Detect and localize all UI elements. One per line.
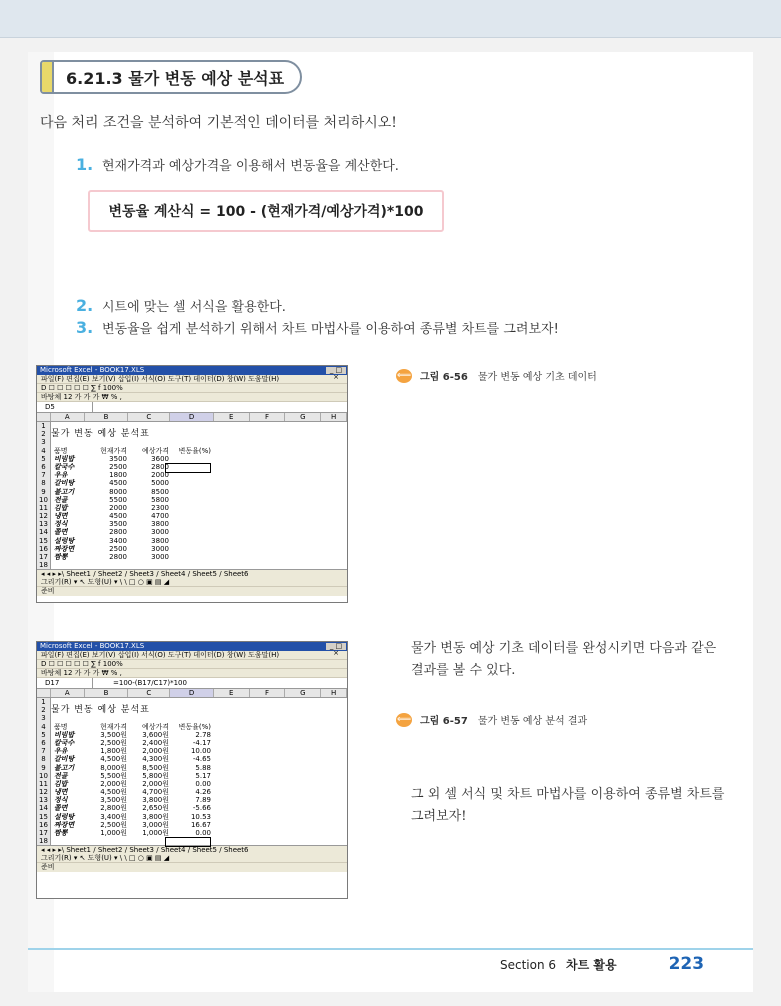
table-cell[interactable]: 김밥	[54, 779, 68, 788]
header-cell[interactable]: 품명	[54, 722, 68, 731]
table-cell[interactable]: 3500	[109, 520, 127, 529]
table-cell[interactable]	[171, 479, 213, 487]
table-cell[interactable]	[171, 504, 213, 512]
table-row	[37, 545, 347, 553]
table-row	[37, 829, 347, 837]
table-cell[interactable]: 7.89	[195, 796, 211, 805]
column-header[interactable]: F	[250, 413, 286, 421]
column-header[interactable]: B	[85, 413, 129, 421]
table-row	[37, 796, 347, 804]
step-number: 1.	[76, 155, 94, 174]
row-number[interactable]: 9	[37, 764, 51, 772]
table-cell[interactable]: 5.17	[195, 771, 211, 780]
table-row	[37, 821, 347, 829]
table-cell[interactable]: 우유	[54, 747, 68, 756]
table-row	[37, 755, 347, 763]
row-number[interactable]: 16	[37, 545, 51, 553]
table-cell[interactable]: 3,800원	[142, 812, 169, 821]
row-number[interactable]: 9	[37, 488, 51, 496]
table-cell[interactable]: 3400	[109, 536, 127, 545]
table-row	[37, 528, 347, 536]
row-number[interactable]: 5	[37, 455, 51, 463]
table-cell[interactable]: 불고기	[54, 487, 75, 496]
step-number: 3.	[76, 318, 94, 337]
step-item	[76, 318, 559, 337]
column-header[interactable]: C	[128, 413, 170, 421]
step-text: 시트에 맞는 셀 서식을 활용한다.	[102, 300, 286, 315]
figure-caption	[396, 712, 587, 727]
standard-toolbar[interactable]: D ☐ ☐ ☐ ☐ ☐ ∑ f 100%	[37, 660, 347, 669]
table-cell[interactable]: 2000	[151, 471, 169, 480]
formula-text: 변동율 계산식 = 100 - (현재가격/예상가격)*100	[108, 204, 424, 220]
page-number: 223	[668, 954, 705, 974]
row-number[interactable]: 11	[37, 780, 51, 788]
table-cell[interactable]: 3,500원	[100, 796, 127, 805]
top-band	[0, 0, 781, 38]
row-number[interactable]: 12	[37, 512, 51, 520]
formula-box	[88, 190, 444, 232]
header-cell[interactable]: 변동율(%)	[178, 446, 211, 455]
table-cell[interactable]: 쫄면	[54, 804, 68, 813]
selected-cell	[165, 837, 211, 847]
table-cell[interactable]: 2500	[109, 544, 127, 553]
step-item	[76, 296, 286, 315]
table-cell[interactable]: -5.66	[192, 804, 211, 813]
step-text: 변동율을 쉽게 분석하기 위해서 차트 마법사를 이용하여 종류별 차트를 그려보자!	[102, 322, 559, 337]
table-cell[interactable]: 0.00	[195, 779, 211, 788]
table-cell[interactable]: 전골	[54, 495, 68, 504]
table-cell[interactable]: 짬뽕	[54, 553, 68, 561]
table-cell[interactable]: 2800	[109, 528, 127, 537]
table-cell[interactable]: 3,000원	[142, 820, 169, 829]
row-number[interactable]: 8	[37, 479, 51, 487]
table-cell[interactable]: 4,300원	[142, 755, 169, 764]
row-number[interactable]: 7	[37, 747, 51, 755]
table-row	[37, 780, 347, 788]
figure-label: 그림 6-56	[420, 372, 468, 383]
table-cell[interactable]	[171, 528, 213, 536]
step-text: 현재가격과 예상가격을 이용해서 변동율을 계산한다.	[102, 159, 399, 174]
row-number[interactable]: 16	[37, 821, 51, 829]
table-cell[interactable]: 칼국수	[54, 462, 75, 471]
header-cell[interactable]: 품명	[54, 446, 68, 455]
table-cell[interactable]: 3000	[151, 528, 169, 537]
table-cell[interactable]: 2.78	[195, 730, 211, 739]
table-cell[interactable]: 5000	[151, 479, 169, 488]
table-cell[interactable]: 0.00	[195, 829, 211, 837]
header-cell[interactable]: 변동율(%)	[178, 722, 211, 731]
table-cell[interactable]	[171, 496, 213, 504]
table-row	[37, 788, 347, 796]
table-row	[37, 504, 347, 512]
corner-cell[interactable]	[37, 413, 51, 421]
table-cell[interactable]: 3500	[109, 454, 127, 463]
table-cell[interactable]	[171, 455, 213, 463]
table-cell[interactable]: 2500	[109, 462, 127, 471]
table-cell[interactable]: 짜장면	[54, 544, 75, 553]
figure-text: 물가 변동 예상 기초 데이터	[477, 372, 597, 383]
column-header[interactable]: G	[285, 689, 321, 697]
window-controls[interactable]: _ □ ×	[326, 367, 346, 374]
footer-section-name: 차트 활용	[566, 958, 617, 972]
row-number[interactable]: 11	[37, 504, 51, 512]
table-cell[interactable]: 4.26	[195, 788, 211, 797]
table-cell[interactable]: 2,000원	[142, 747, 169, 756]
table-cell[interactable]: 쫄면	[54, 528, 68, 537]
table-row	[37, 553, 347, 561]
table-cell[interactable]	[171, 545, 213, 553]
sheet-grid[interactable]: 1 2 물가 변동 예상 분석표 3 4 품명 현재가격 예상가격 변동율(%) 5 비빔밥 3,500원 3,600원 2.78 6 칼국수 2,500원 2,400원 -4.17 7 우유 1,800원 2,000원 10.00 8 갈비탕 4,500원 4,300원 -4.65 9 불고기 8,000원 8,500원 5.88 10 전골 5,500원 5,800원 5.17 11 김밥 2,000원 2,000원 0.00 12 냉면 4,500원 4,700원 4.26 13 정식 3,500원 3,800원 7.89 14 쫄면 2,800원 2,650원 -5.66 15 설렁탕 3,400원 3,800원 10.53 16 짜장면 2,500원 3,000원 16.67 17 짬뽕 1,000원 1,000원 0.00 18	[37, 698, 347, 845]
column-header[interactable]: H	[321, 413, 347, 421]
table-cell[interactable]: 4700	[151, 512, 169, 521]
table-cell[interactable]: 2,800원	[100, 804, 127, 813]
table-cell[interactable]: 1,000원	[142, 829, 169, 837]
section-heading	[40, 60, 302, 94]
formula-bar	[37, 402, 347, 413]
table-cell[interactable]: 2,500원	[100, 738, 127, 747]
table-cell[interactable]	[171, 520, 213, 528]
column-header[interactable]: C	[128, 689, 170, 697]
table-cell[interactable]: 3,600원	[142, 730, 169, 739]
table-row	[37, 747, 347, 755]
table-cell[interactable]: 칼국수	[54, 738, 75, 747]
table-cell[interactable]: 2,000원	[100, 779, 127, 788]
table-row	[37, 772, 347, 780]
row-number[interactable]: 10	[37, 772, 51, 780]
table-row	[37, 731, 347, 739]
table-cell[interactable]: 4,500원	[100, 755, 127, 764]
name-box[interactable]: D17	[37, 678, 93, 688]
formula-bar	[37, 678, 347, 689]
table-row	[37, 455, 347, 463]
format-toolbar[interactable]: 바탕체 12 가 가 가 ₩ % ,	[37, 393, 347, 402]
selected-cell	[165, 463, 211, 473]
row-number[interactable]: 15	[37, 537, 51, 545]
formula-input[interactable]	[93, 402, 113, 412]
standard-toolbar[interactable]: D ☐ ☐ ☐ ☐ ☐ ∑ f 100%	[37, 384, 347, 393]
table-cell[interactable]: 3600	[151, 454, 169, 463]
sheet-grid[interactable]: 1 2 물가 변동 예상 분석표 3 4 품명 현재가격 예상가격 변동율(%) 5 비빔밥 3500 3600 6 칼국수 2500 2800 7 우유 1800 2000 8 갈비탕 4500 5000 9 불고기 8000 8500 10 전골 5500 5800 11 김밥 2000 2300 12 냉면 4500 4700 13 정식 3500 3800 14 쫄면 2800 3000 15 설렁탕 3400 3800 16 짜장면 2500 3000 17 짬뽕 2800 3000 18	[37, 422, 347, 569]
column-header[interactable]: G	[285, 413, 321, 421]
footer-section: Section 6	[500, 958, 557, 972]
status-bar: 준비	[37, 587, 347, 596]
table-cell[interactable]: 냉면	[54, 512, 68, 521]
menu-bar[interactable]: 파일(F) 편집(E) 보기(V) 삽입(I) 서식(O) 도구(T) 데이터(D) 창(W) 도움말(H)	[37, 375, 347, 384]
table-row	[37, 739, 347, 747]
table-cell[interactable]: 5,500원	[100, 771, 127, 780]
table-cell[interactable]: 2,000원	[142, 779, 169, 788]
row-number[interactable]: 8	[37, 755, 51, 763]
header-cell[interactable]: 예상가격	[141, 446, 169, 455]
table-row	[37, 537, 347, 545]
table-row	[37, 804, 347, 812]
table-cell[interactable]: 정식	[54, 520, 68, 529]
table-cell[interactable]: 2,500원	[100, 820, 127, 829]
column-headers	[37, 413, 347, 422]
step-item	[76, 155, 399, 174]
arrow-left-icon: ⟸	[396, 370, 412, 381]
page-footer	[500, 954, 704, 974]
header-cell[interactable]: 예상가격	[141, 722, 169, 731]
table-cell[interactable]: 정식	[54, 796, 68, 805]
format-toolbar[interactable]: 바탕체 12 가 가 가 ₩ % ,	[37, 669, 347, 678]
row-number[interactable]: 10	[37, 496, 51, 504]
name-box[interactable]: D5	[37, 402, 93, 412]
formula-input[interactable]: =100-(B17/C17)*100	[113, 679, 187, 687]
table-cell[interactable]: 5.88	[195, 763, 211, 772]
intro-text: 다음 처리 조건을 분석하여 기본적인 데이터를 처리하시오!	[40, 115, 397, 131]
figure-label: 그림 6-57	[420, 716, 468, 727]
table-cell[interactable]: 짬뽕	[54, 829, 68, 837]
menu-bar[interactable]: 파일(F) 편집(E) 보기(V) 삽입(I) 서식(O) 도구(T) 데이터(D) 창(W) 도움말(H)	[37, 651, 347, 660]
table-cell[interactable]: 8500	[151, 487, 169, 496]
table-cell[interactable]: 3800	[151, 536, 169, 545]
row-number[interactable]: 6	[37, 463, 51, 471]
window-controls[interactable]: _ □ ×	[326, 643, 346, 650]
sheet-title: 물가 변동 예상 분석표	[51, 429, 150, 440]
sheet-title: 물가 변동 예상 분석표	[51, 705, 150, 716]
table-cell[interactable]: 우유	[54, 471, 68, 480]
drawing-toolbar[interactable]: 그리기(R) ▾ ↖ 도형(U) ▾ \ \ □ ○ ▣ ▤ ◢	[37, 854, 347, 863]
table-cell[interactable]: 4,500원	[100, 788, 127, 797]
table-cell[interactable]: 10.00	[190, 747, 211, 756]
sheet-tabs[interactable]: ◂ ◂ ▸ ▸\ Sheet1 / Sheet2 / Sheet3 / Sheet4 / Sheet5 / Sheet6	[37, 569, 347, 578]
row-number[interactable]: 17	[37, 829, 51, 837]
row-number[interactable]: 15	[37, 813, 51, 821]
drawing-toolbar[interactable]: 그리기(R) ▾ ↖ 도형(U) ▾ \ \ □ ○ ▣ ▤ ◢	[37, 578, 347, 587]
side-paragraph: 물가 변동 예상 기초 데이터를 완성시키면 다음과 같은 결과를 볼 수 있다.	[411, 641, 717, 678]
figure-text: 물가 변동 예상 분석 결과	[477, 716, 588, 727]
table-row	[37, 813, 347, 821]
row-number[interactable]: 13	[37, 796, 51, 804]
table-cell[interactable]: 냉면	[54, 788, 68, 797]
section-title: 6.21.3 물가 변동 예상 분석표	[66, 68, 285, 88]
table-cell[interactable]: 갈비탕	[54, 755, 75, 764]
table-row	[37, 488, 347, 496]
row-number[interactable]: 13	[37, 520, 51, 528]
header-cell[interactable]: 현재가격	[99, 722, 127, 731]
figure-caption	[396, 368, 597, 383]
table-cell[interactable]: 3,400원	[100, 812, 127, 821]
column-header[interactable]: E	[214, 689, 250, 697]
status-bar: 준비	[37, 863, 347, 872]
table-cell[interactable]: 2800	[109, 553, 127, 561]
table-cell[interactable]: 김밥	[54, 503, 68, 512]
table-cell[interactable]: 갈비탕	[54, 479, 75, 488]
window-title: Microsoft Excel - BOOK17.XLS	[40, 642, 145, 650]
header-cell[interactable]: 현재가격	[99, 446, 127, 455]
corner-cell[interactable]	[37, 689, 51, 697]
table-cell[interactable]: 짜장면	[54, 820, 75, 829]
arrow-left-icon: ⟸	[396, 714, 412, 725]
window-title: Microsoft Excel - BOOK17.XLS	[40, 366, 145, 374]
table-cell[interactable]: 5500	[109, 495, 127, 504]
table-cell[interactable]: 8,500원	[142, 763, 169, 772]
excel-window-1	[36, 365, 348, 603]
table-cell[interactable]	[171, 553, 213, 561]
table-cell[interactable]: -4.17	[192, 738, 211, 747]
table-cell[interactable]: 3000	[151, 544, 169, 553]
row-number[interactable]: 12	[37, 788, 51, 796]
table-cell[interactable]: 3,500원	[100, 730, 127, 739]
table-cell[interactable]: 설렁탕	[54, 536, 75, 545]
table-cell[interactable]: 16.67	[190, 820, 211, 829]
table-cell[interactable]: 3,800원	[142, 796, 169, 805]
table-cell[interactable]	[171, 488, 213, 496]
column-header[interactable]: D	[170, 413, 214, 421]
column-header[interactable]: A	[51, 689, 85, 697]
table-cell[interactable]	[171, 537, 213, 545]
table-cell[interactable]: 2000	[109, 503, 127, 512]
table-cell[interactable]: 4500	[109, 479, 127, 488]
table-cell[interactable]: 8000	[109, 487, 127, 496]
table-cell[interactable]: 2300	[151, 503, 169, 512]
table-cell[interactable]: 8,000원	[100, 763, 127, 772]
table-cell[interactable]: 5,800원	[142, 771, 169, 780]
column-headers	[37, 689, 347, 698]
table-cell[interactable]: 4500	[109, 512, 127, 521]
side-paragraph: 그 외 셀 서식 및 차트 마법사를 이용하여 종류별 차트를 그려보자!	[411, 787, 725, 824]
table-row	[37, 520, 347, 528]
table-cell[interactable]	[171, 512, 213, 520]
table-cell[interactable]: 4,700원	[142, 788, 169, 797]
table-cell[interactable]: 1,000원	[100, 829, 127, 837]
table-cell[interactable]: 3000	[151, 553, 169, 561]
table-row	[37, 764, 347, 772]
table-cell[interactable]: 비빔밥	[54, 454, 75, 463]
column-header[interactable]: H	[321, 689, 347, 697]
table-cell[interactable]: 2800	[151, 462, 169, 471]
table-cell[interactable]: 1800	[109, 471, 127, 480]
table-cell[interactable]: 5800	[151, 495, 169, 504]
column-header[interactable]: F	[250, 689, 286, 697]
column-header[interactable]: A	[51, 413, 85, 421]
step-number: 2.	[76, 296, 94, 315]
table-cell[interactable]: 전골	[54, 771, 68, 780]
table-cell[interactable]: 2,400원	[142, 738, 169, 747]
table-cell[interactable]: 비빔밥	[54, 730, 75, 739]
section-heading-tab	[42, 62, 54, 92]
row-number[interactable]: 14	[37, 528, 51, 536]
table-cell[interactable]: 10.53	[190, 812, 211, 821]
table-row	[37, 479, 347, 487]
excel-window-2	[36, 641, 348, 899]
row-number[interactable]: 5	[37, 731, 51, 739]
row-number[interactable]: 17	[37, 553, 51, 561]
sheet-tabs[interactable]: ◂ ◂ ▸ ▸\ Sheet1 / Sheet2 / Sheet3 / Sheet4 / Sheet5 / Sheet6	[37, 845, 347, 854]
table-cell[interactable]: 설렁탕	[54, 812, 75, 821]
footer-rule	[28, 948, 753, 950]
column-header[interactable]: E	[214, 413, 250, 421]
table-cell[interactable]: 3800	[151, 520, 169, 529]
column-header[interactable]: B	[85, 689, 129, 697]
table-cell[interactable]: 불고기	[54, 763, 75, 772]
table-row	[37, 512, 347, 520]
row-number[interactable]: 6	[37, 739, 51, 747]
column-header[interactable]: D	[170, 689, 214, 697]
table-cell[interactable]: 2,650원	[142, 804, 169, 813]
table-cell[interactable]: 1,800원	[100, 747, 127, 756]
table-row	[37, 496, 347, 504]
table-cell[interactable]: -4.65	[192, 755, 211, 764]
row-number[interactable]: 7	[37, 471, 51, 479]
row-number[interactable]: 14	[37, 804, 51, 812]
